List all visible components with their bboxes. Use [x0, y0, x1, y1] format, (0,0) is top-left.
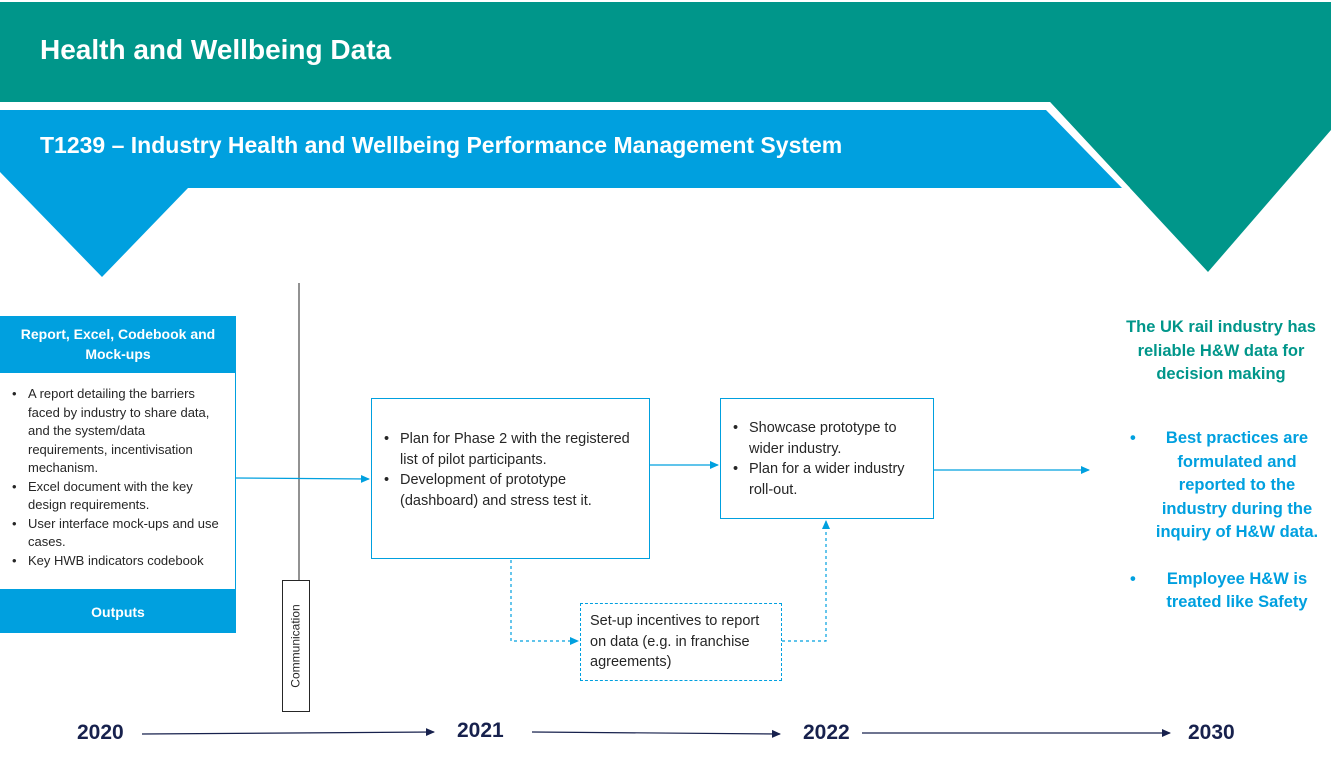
list-item: • Excel document with the key design requirements. — [10, 478, 228, 515]
outcome-heading: The UK rail industry has reliable H&W data for decision making — [1126, 318, 1316, 383]
list-item: • Development of prototype (dashboard) and stress test it. — [382, 470, 644, 511]
year-2020: 2020 — [77, 721, 124, 744]
showcase-list — [731, 418, 931, 500]
year-2021: 2021 — [457, 719, 504, 742]
year-2022: 2022 — [803, 721, 850, 744]
arrow-outputs-to-phase2 — [236, 478, 369, 479]
communication-label-wrap — [282, 580, 310, 712]
outputs-footer: Outputs — [0, 590, 236, 633]
communication-label: Communication — [289, 604, 303, 688]
incentives-text: Set-up incentives to report on data (e.g. in franchise agreements) — [590, 613, 760, 670]
list-item: • Best practices are formulated and reported to the industry during the inquiry of H&W data. — [1128, 427, 1328, 545]
list-item: • Plan for Phase 2 with the registered list of pilot participants. — [382, 429, 644, 470]
outcome-list — [1128, 427, 1328, 638]
list-item: • A report detailing the barriers faced by industry to share data, and the system/data requirements, incentivisation mechanism. — [10, 385, 228, 478]
dashed-incentives-to-showcase — [782, 521, 826, 641]
page-subtitle: T1239 – Industry Health and Wellbeing Performance Management System — [40, 132, 843, 158]
list-item: • Key HWB indicators codebook — [10, 552, 228, 571]
page-title: Health and Wellbeing Data — [40, 34, 392, 65]
list-item: • Plan for a wider industry roll-out. — [731, 459, 931, 500]
dashed-phase2-to-incentives — [511, 560, 578, 641]
outputs-heading: Report, Excel, Codebook and Mock-ups — [0, 316, 236, 372]
year-2030: 2030 — [1188, 721, 1235, 744]
phase2-list — [382, 429, 644, 511]
list-item: • User interface mock-ups and use cases. — [10, 515, 228, 552]
timeline-arrow-1 — [142, 732, 434, 734]
list-item: • Showcase prototype to wider industry. — [731, 418, 931, 459]
timeline-arrow-2 — [532, 732, 780, 734]
outputs-list — [10, 385, 228, 570]
list-item: • Employee H&W is treated like Safety — [1128, 568, 1328, 615]
